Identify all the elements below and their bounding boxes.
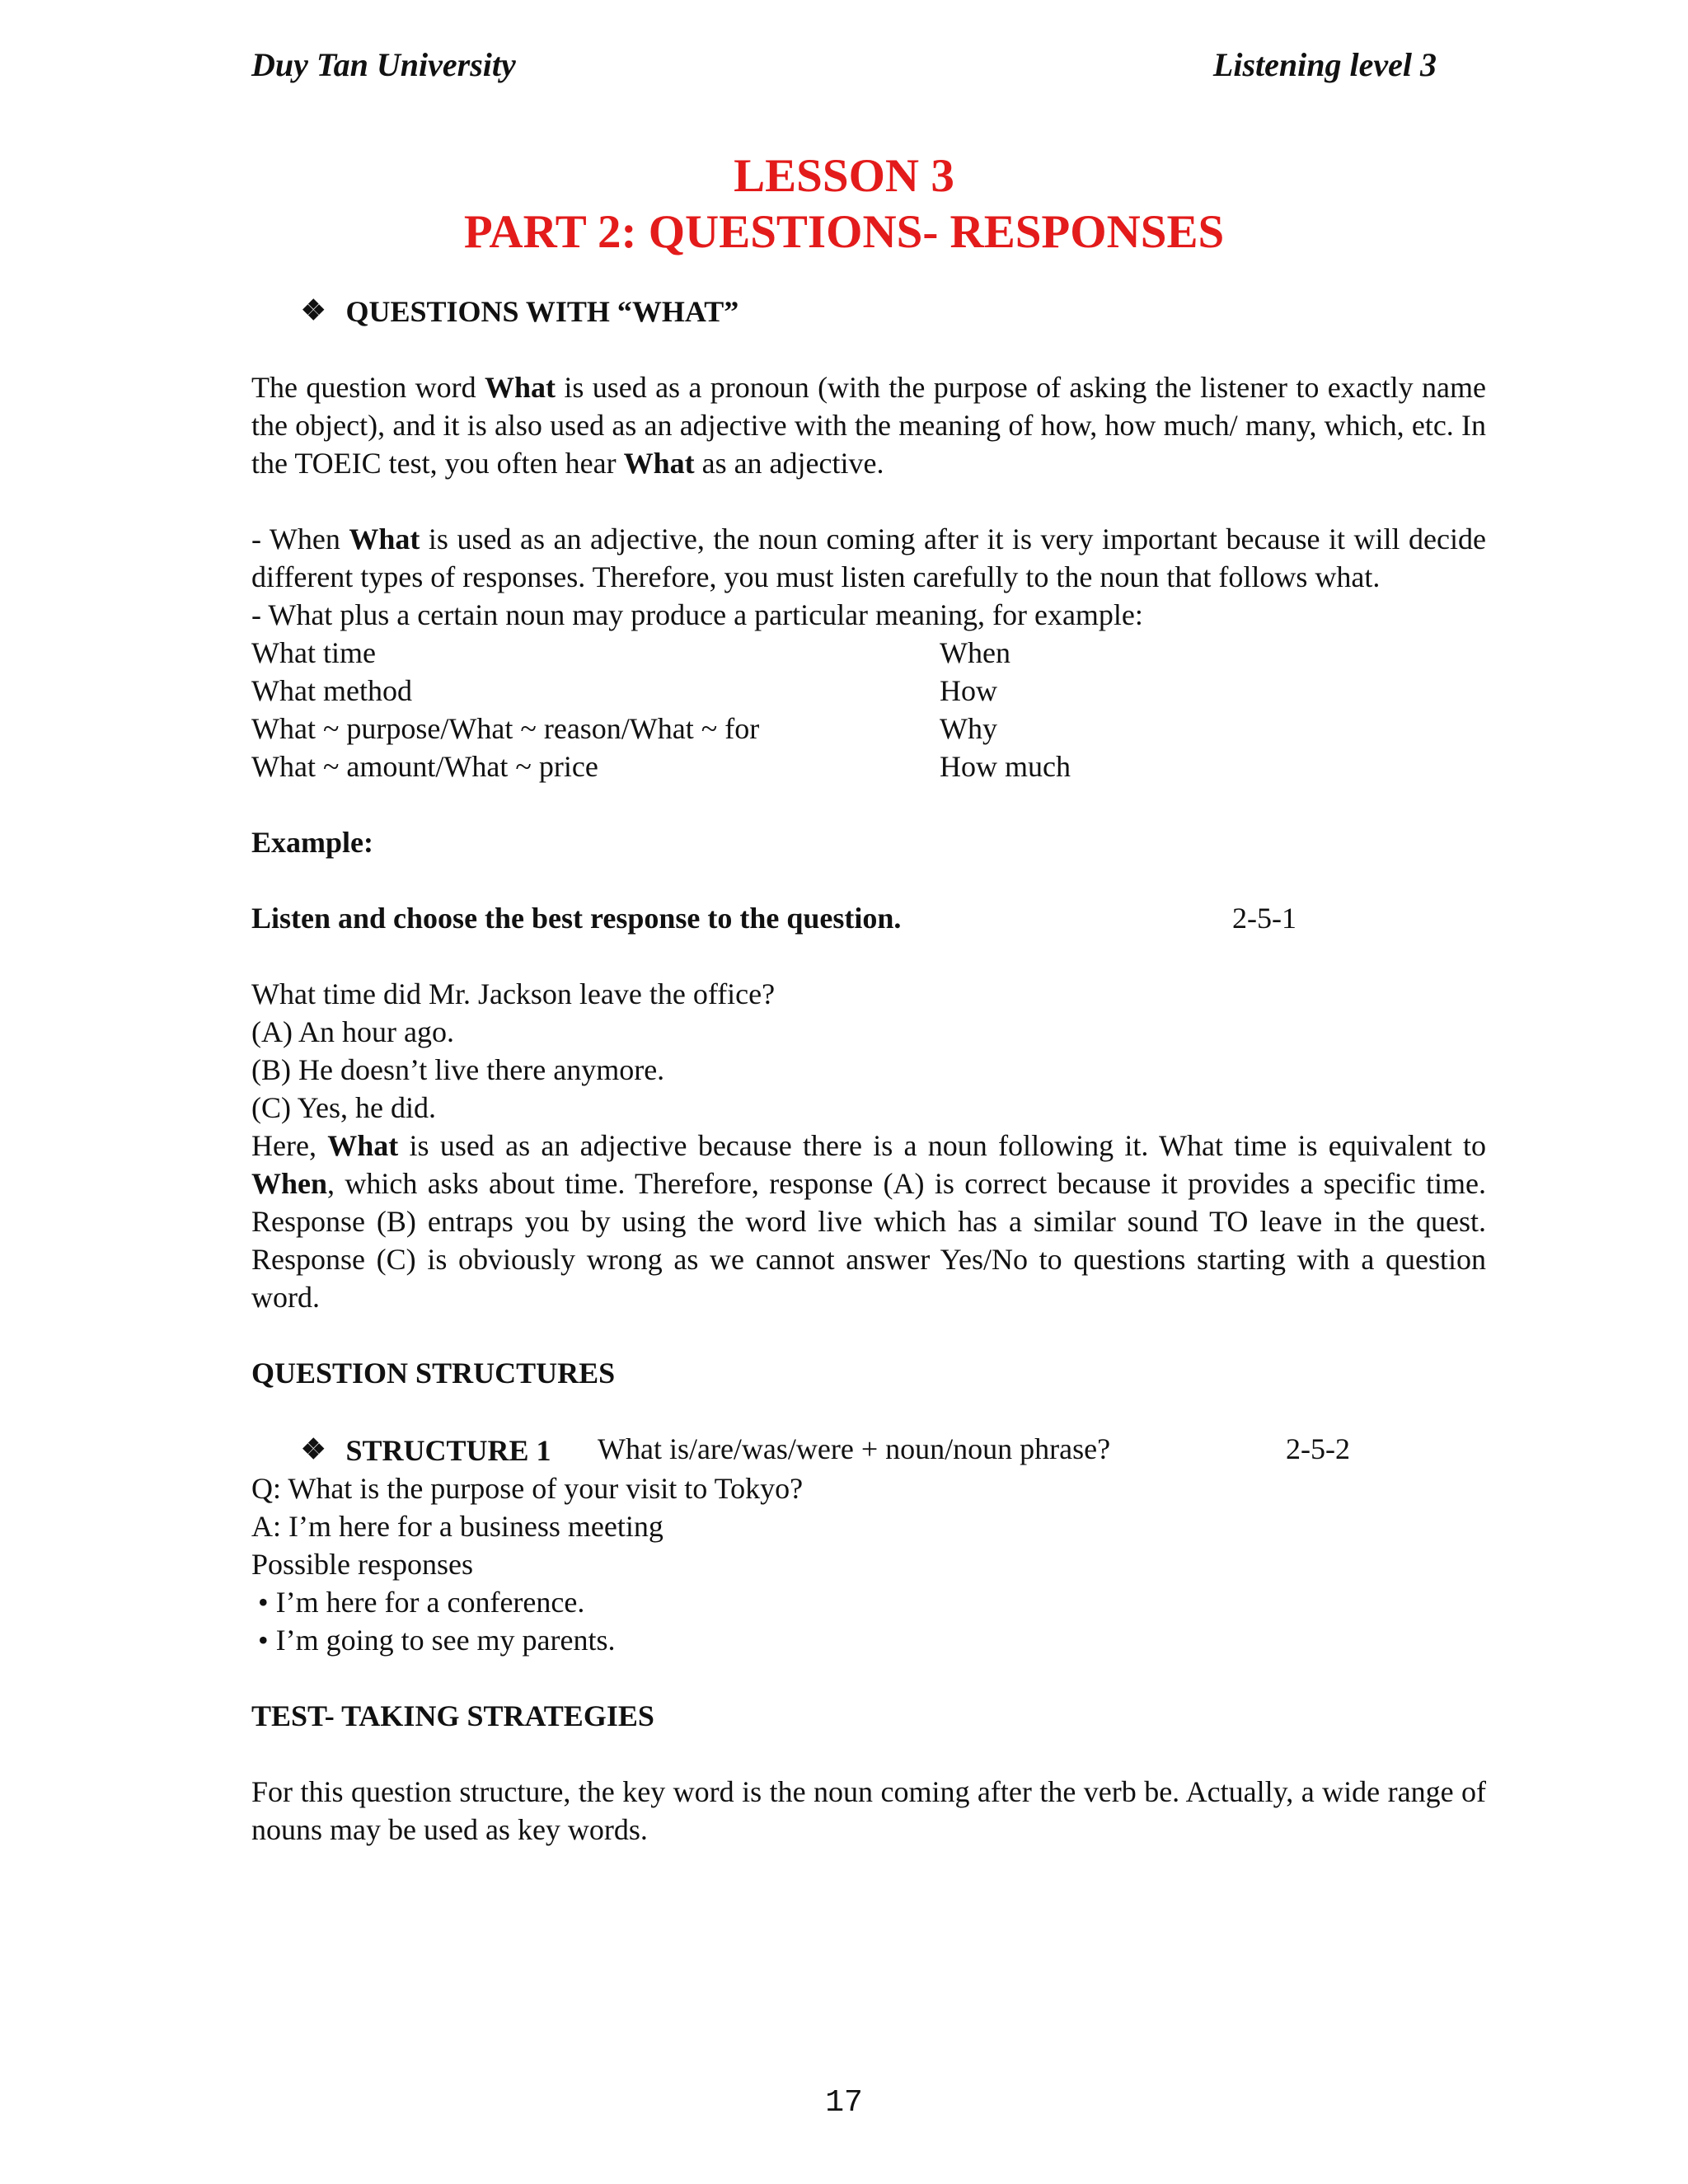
pair-row: What method How [251, 674, 997, 707]
question-structures-heading: QUESTION STRUCTURES [251, 1357, 616, 1390]
pair-row: What ~ amount/What ~ price How much [251, 750, 1071, 783]
main-content [251, 293, 1486, 1849]
diamond-bullet-icon: ❖ [301, 1435, 326, 1465]
title-block [0, 148, 1688, 260]
intro-paragraph: The question word What is used as a pronoun (with the purpose of asking the listener to exactly name the object), and it is also used as an adjective with the meaning of how, how much/ many, which, etc. In the TOEIC test, you often hear What as an adjective. [251, 371, 1486, 480]
example-label: Example: [251, 826, 373, 859]
header-left: Duy Tan University [251, 46, 516, 83]
option-c: (C) Yes, he did. [251, 1091, 437, 1124]
diamond-bullet-icon: ❖ [301, 296, 326, 326]
response-item: • I’m here for a conference. [258, 1586, 585, 1619]
structure-question: Q: What is the purpose of your visit to Tokyo? [251, 1472, 804, 1505]
pair-row: What time When [251, 636, 1010, 669]
audio-code: 2-5-2 [1286, 1432, 1350, 1465]
section-heading-text: QUESTIONS WITH “WHAT” [345, 295, 739, 328]
page-number: 17 [825, 2085, 863, 2121]
example-explanation: Here, What is used as an adjective because there is a noun following it. What time is equivalent to When, which asks about time. Therefore, response (A) is correct because it provides a specific time. Response (B) entraps you by using the word live which has a similar sound TO leave in the quest. Response (C) is obviously wrong as we cannot answer Yes/No to questions starting with a question word. [251, 1129, 1486, 1314]
option-b: (B) He doesn’t live there anymore. [251, 1053, 665, 1086]
example-question: What time did Mr. Jackson leave the office? [251, 977, 776, 1010]
structure-label: STRUCTURE 1 [345, 1434, 551, 1467]
structure-pattern: What is/are/was/were + noun/noun phrase? [598, 1432, 1111, 1465]
meaning-pairs [251, 634, 1486, 785]
strategies-paragraph: For this question structure, the key word is the noun coming after the verb be. Actually, a wide range of nouns may be used as key words. [251, 1775, 1486, 1846]
page-header [251, 45, 1437, 84]
strategies-heading: TEST- TAKING STRATEGIES [251, 1699, 654, 1732]
audio-code: 2-5-1 [1232, 902, 1296, 935]
part-title: PART 2: QUESTIONS- RESPONSES [463, 206, 1225, 258]
example-instruction: Listen and choose the best response to the question. 2-5-1 [251, 899, 1486, 937]
section-heading-what [251, 293, 1486, 330]
note-paragraph-2: - What plus a certain noun may produce a particular meaning, for example: [251, 598, 1143, 631]
structure-answer: A: I’m here for a business meeting [251, 1510, 663, 1543]
structure-1-row [251, 1430, 1486, 1469]
possible-responses-label: Possible responses [251, 1548, 473, 1581]
note-paragraph-1: - When What is used as an adjective, the noun coming after it is very important because it will decide different types of responses. Therefore, you must listen carefully to the noun that follows what. [251, 523, 1486, 593]
option-a: (A) An hour ago. [251, 1015, 454, 1048]
lesson-title: LESSON 3 [734, 150, 954, 202]
response-item: • I’m going to see my parents. [258, 1624, 616, 1657]
header-right: Listening level 3 [1212, 46, 1437, 83]
pair-row: What ~ purpose/What ~ reason/What ~ for Why [251, 712, 997, 745]
